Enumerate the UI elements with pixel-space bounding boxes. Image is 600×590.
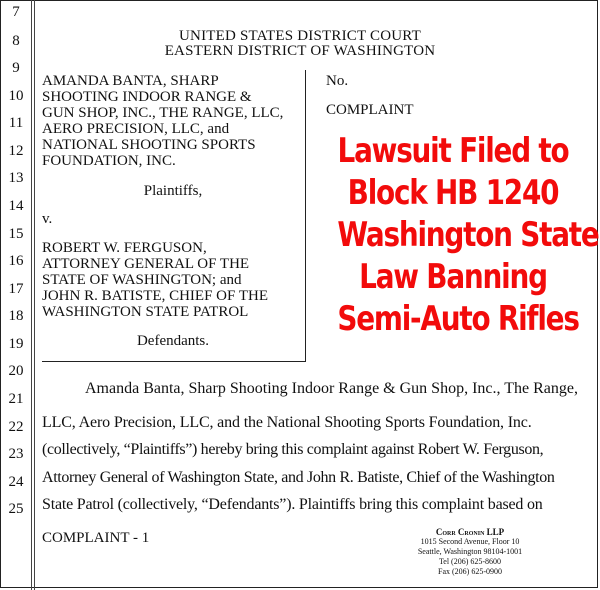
case-number-label: No. xyxy=(326,73,349,89)
headline-overlay xyxy=(337,130,599,340)
line-number: 10 xyxy=(8,88,24,104)
line-number: 23 xyxy=(8,446,24,462)
firm-fax: Fax (206) 625-0900 xyxy=(438,567,502,576)
defendant-line: ROBERT W. FERGUSON, xyxy=(42,240,207,256)
defendant-line: JOHN R. BATISTE, CHIEF OF THE xyxy=(42,288,268,304)
versus-label: v. xyxy=(42,211,53,227)
plaintiff-line: NATIONAL SHOOTING SPORTS xyxy=(42,137,256,153)
caption-bottom-rule xyxy=(42,361,306,362)
plaintiff-line: AMANDA BANTA, SHARP xyxy=(42,73,219,89)
firm-address-line: 1015 Second Avenue, Floor 10 xyxy=(420,537,520,546)
defendant-line: STATE OF WASHINGTON; and xyxy=(42,272,242,288)
line-number: 16 xyxy=(8,253,24,269)
court-name: UNITED STATES DISTRICT COURT xyxy=(179,28,421,44)
defendants-label: Defendants. xyxy=(136,333,210,349)
left-margin-rule-inner xyxy=(34,0,35,590)
firm-address-line: Seattle, Washington 98104-1001 xyxy=(417,547,523,556)
line-number: 8 xyxy=(12,33,20,49)
body-text-line: LLC, Aero Precision, LLC, and the National Shooting Sports Foundation, Inc. xyxy=(42,414,532,431)
plaintiff-line: SHOOTING INDOOR RANGE & xyxy=(42,89,252,105)
line-number: 21 xyxy=(8,391,24,407)
firm-name: Corr Cronin LLP xyxy=(435,527,505,537)
headline-line: Lawsuit Filed to xyxy=(337,131,569,171)
line-number: 24 xyxy=(8,474,24,490)
defendant-line: WASHINGTON STATE PATROL xyxy=(42,304,249,320)
firm-phone: Tel (206) 625-8600 xyxy=(438,557,502,566)
line-number: 7 xyxy=(12,4,20,20)
body-text-line: Amanda Banta, Sharp Shooting Indoor Range & Gun Shop, Inc., The Range, xyxy=(85,380,578,397)
line-number: 12 xyxy=(8,143,24,159)
plaintiff-line: AERO PRECISION, LLC, and xyxy=(42,121,230,137)
defendant-line: ATTORNEY GENERAL OF THE xyxy=(42,256,250,272)
body-text-line: (collectively, “Plaintiffs”) hereby bring this complaint against Robert W. Ferguson, xyxy=(42,441,544,458)
line-number: 22 xyxy=(8,419,24,435)
body-text-line: Attorney General of Washington State, and John R. Batiste, Chief of the Washington xyxy=(42,469,555,486)
line-number: 15 xyxy=(8,226,24,242)
line-number: 19 xyxy=(8,336,24,352)
plaintiff-line: GUN SHOP, INC., THE RANGE, LLC, xyxy=(42,105,284,121)
caption-divider xyxy=(305,70,306,362)
line-number: 14 xyxy=(8,198,24,214)
line-number: 20 xyxy=(8,363,24,379)
firm-block xyxy=(410,527,530,577)
body-text-line: State Patrol (collectively, “Defendants”). Plaintiffs bring this complaint based on xyxy=(42,496,543,513)
headline-line: Law Banning xyxy=(359,257,547,297)
court-district: EASTERN DISTRICT OF WASHINGTON xyxy=(164,43,436,59)
line-number: 25 xyxy=(8,501,24,517)
plaintiff-line: FOUNDATION, INC. xyxy=(42,153,176,169)
document-type-label: COMPLAINT xyxy=(326,102,414,118)
headline-line: Block HB 1240 xyxy=(347,173,559,213)
page-label: COMPLAINT - 1 xyxy=(42,530,150,546)
line-number: 13 xyxy=(8,170,24,186)
line-number: 9 xyxy=(12,60,20,76)
plaintiffs-label: Plaintiffs, xyxy=(143,183,203,199)
headline-line: Washington State xyxy=(337,215,599,255)
line-number: 17 xyxy=(8,281,24,297)
headline-line: Semi-Auto Rifles xyxy=(337,299,579,339)
line-number: 11 xyxy=(8,115,24,131)
line-number: 18 xyxy=(8,308,24,324)
